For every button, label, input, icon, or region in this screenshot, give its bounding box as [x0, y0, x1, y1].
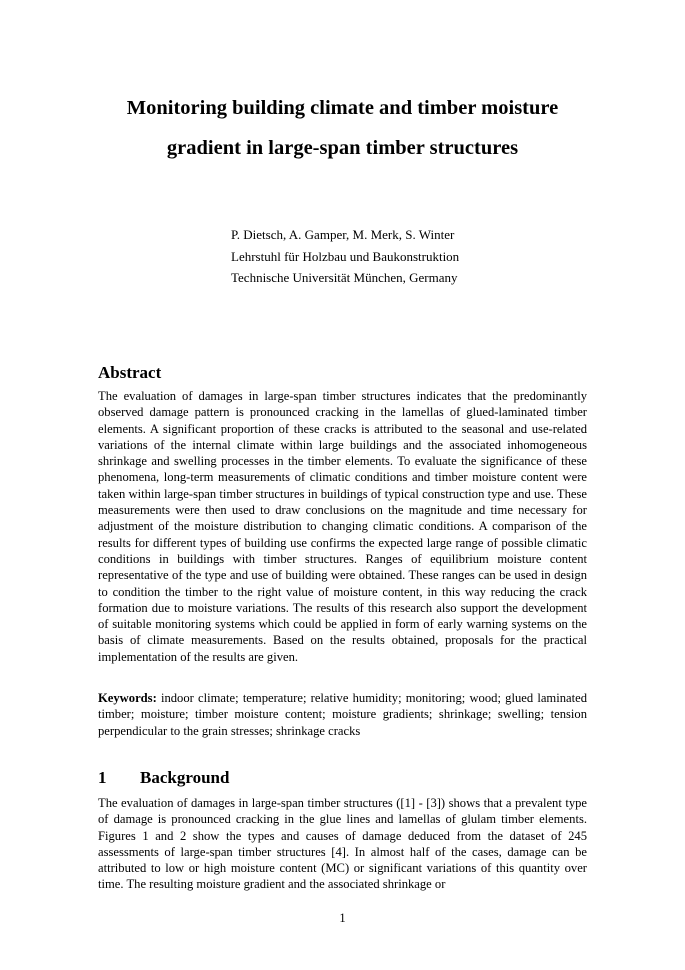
keywords-paragraph — [98, 690, 587, 739]
keywords-text: indoor climate; temperature; relative humidity; monitoring; wood; glued laminated timber; moisture; timber moisture content; moisture gradients; shrinkage; swelling; tension perpendicular to the grain stresses; shrinkage cracks — [98, 691, 587, 738]
page-number: 1 — [339, 911, 346, 925]
keywords-label: Keywords: — [98, 691, 157, 705]
section-1-heading — [98, 768, 229, 788]
section-1-number: 1 — [98, 768, 107, 787]
author-names: P. Dietsch, A. Gamper, M. Merk, S. Winter — [231, 227, 455, 242]
section-1-title: Background — [140, 768, 230, 787]
author-block — [231, 224, 611, 289]
paper-title — [60, 88, 625, 168]
abstract-text: The evaluation of damages in large-span timber structures indicates that the predominantly observed damage pattern is pronounced cracking in the lamellas of glued-laminated timber elements. A significant proportion of these cracks is attributed to the seasonal and use-related variations of the internal climate within large buildings and the associated inhomogeneous shrinkage and swelling processes in the timber elements. To evaluate the significance of these phenomena, long-term measurements of climatic conditions and timber moisture content were taken within large-span timber structures in buildings of typical construction type and use. These measurements were then used to draw conclusions on the magnitude and time necessary for adjustment of the moisture distribution to changing climatic conditions. A comparison of the results for different types of building use confirms the expected large range of possible climatic conditions in buildings with timber structures. Ranges of equilibrium moisture content representative of the type and use of building were obtained. These ranges can be used in design to condition the timber to the right value of moisture content, in this way reducing the crack formation due to moisture variations. The results of this research also support the development of suitable monitoring systems which could be applied in form of early warning systems on the basis of climate measurements. Based on the results obtained, proposals for the practical implementation of the results are given. — [98, 389, 587, 664]
author-university: Technische Universität München, Germany — [231, 270, 458, 285]
author-department: Lehrstuhl für Holzbau und Baukonstruktion — [231, 248, 460, 264]
title-line-2: gradient in large-span timber structures — [166, 137, 519, 159]
title-line-1: Monitoring building climate and timber moisture — [126, 97, 559, 119]
abstract-heading: Abstract — [98, 363, 162, 382]
section-1-text: The evaluation of damages in large-span timber structures ([1] - [3]) shows that a prevalent type of damage is pronounced cracking in the glue lines and lamellas of glulam timber elements. Figures 1 and 2 show the types and causes of damage deduced from the dataset of 245 assessments of large-span timber structures [4]. In almost half of the cases, damage can be attributed to low or high moisture content (MC) or significant variations of this quantity over time. The resulting moisture gradient and the associated shrinkage or — [98, 796, 587, 892]
